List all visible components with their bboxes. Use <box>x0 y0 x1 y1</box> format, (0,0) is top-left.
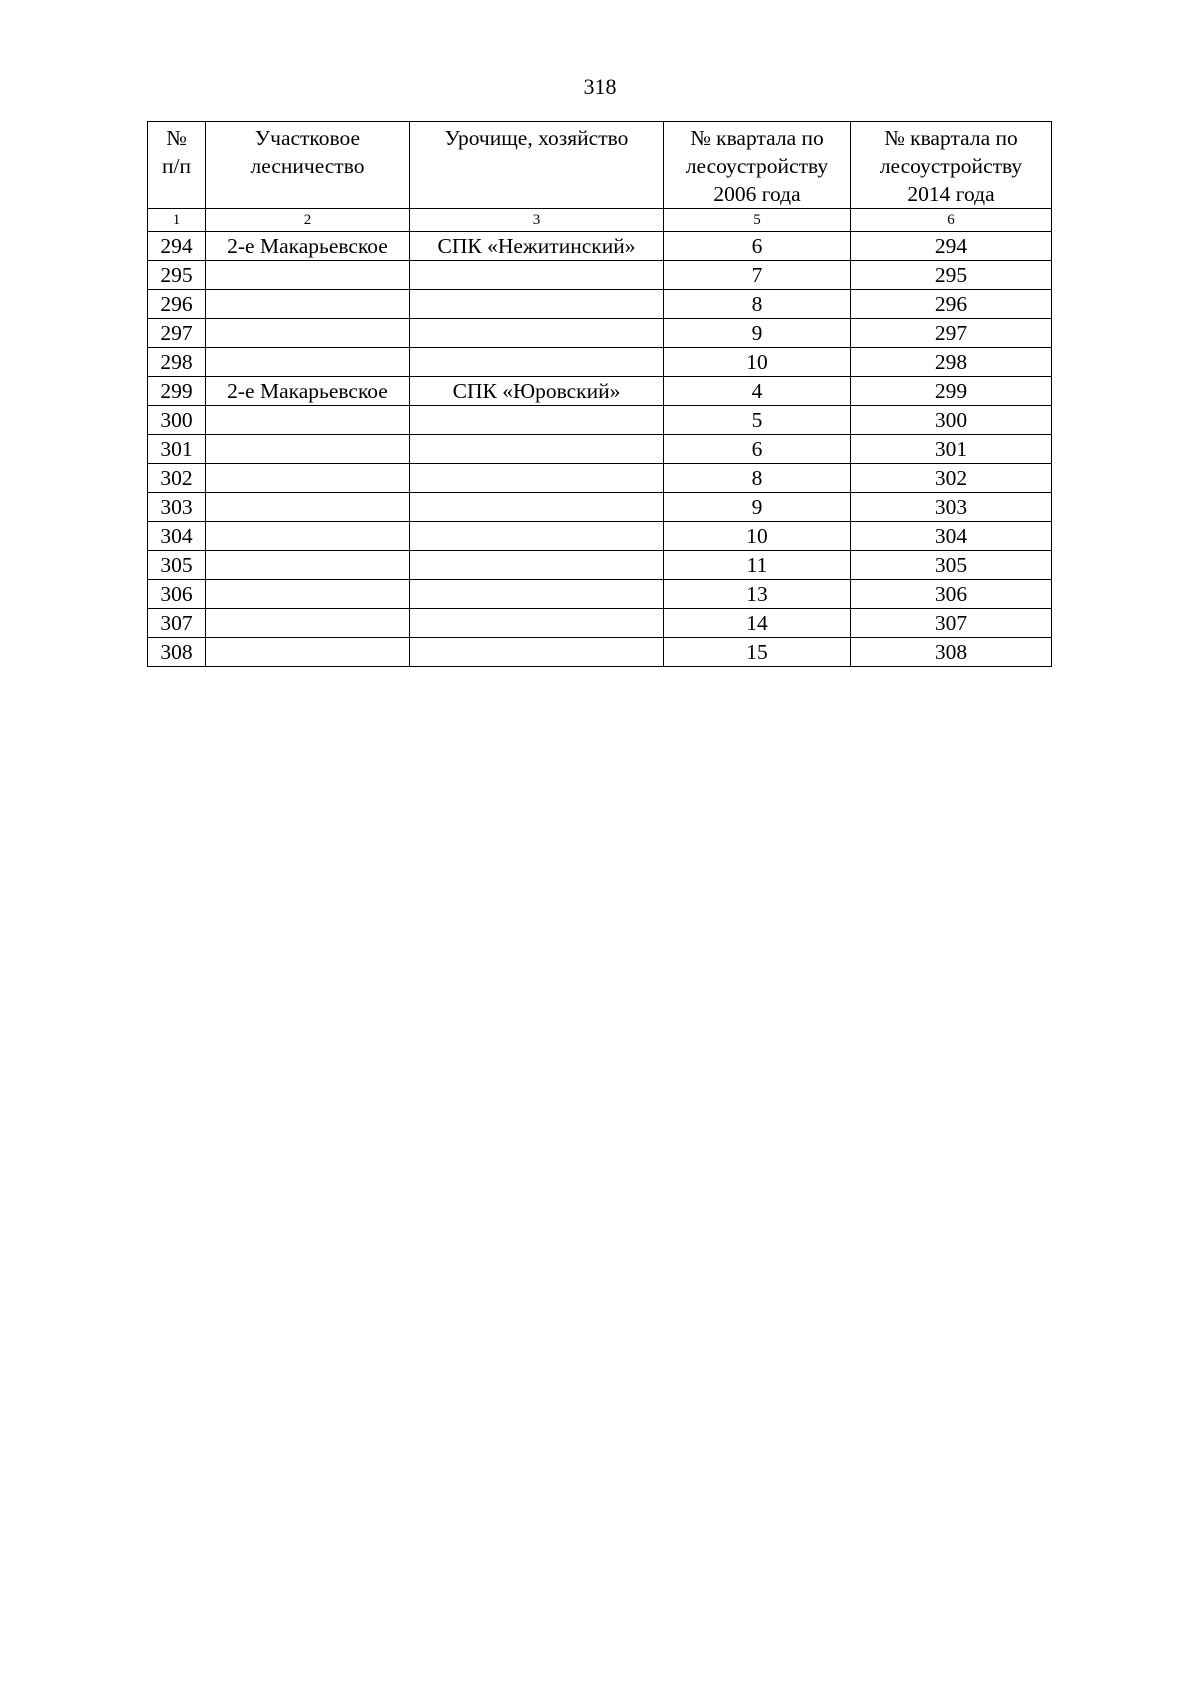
cell-quarter-2014: 305 <box>851 551 1052 580</box>
cell-number: 305 <box>148 551 206 580</box>
cell-number: 295 <box>148 261 206 290</box>
table-row <box>148 261 1052 290</box>
table-body <box>148 232 1052 667</box>
cell-quarter-2006: 6 <box>664 232 851 261</box>
cell-quarter-2006: 6 <box>664 435 851 464</box>
table-row <box>148 377 1052 406</box>
header-line: Урочище, хозяйство <box>444 126 629 150</box>
page-number: 318 <box>583 74 617 99</box>
column-number: 3 <box>410 209 664 232</box>
cell-forestry: 2-е Макарьевское <box>206 377 410 406</box>
table-row <box>148 609 1052 638</box>
cell-quarter-2006: 8 <box>664 290 851 319</box>
cell-number: 299 <box>148 377 206 406</box>
table-row <box>148 493 1052 522</box>
cell-quarter-2014: 308 <box>851 638 1052 667</box>
table-header-row <box>148 122 1052 209</box>
cell-number: 300 <box>148 406 206 435</box>
header-line: п/п <box>162 154 191 178</box>
column-number-row <box>148 209 1052 232</box>
cell-forestry <box>206 522 410 551</box>
header-quarter-2014 <box>851 122 1052 209</box>
header-line: лесоустройству <box>685 154 829 178</box>
cell-tract <box>410 319 664 348</box>
cell-forestry <box>206 319 410 348</box>
cell-tract <box>410 551 664 580</box>
cell-forestry <box>206 406 410 435</box>
cell-tract: СПК «Юровский» <box>410 377 664 406</box>
cell-quarter-2014: 298 <box>851 348 1052 377</box>
table-row <box>148 319 1052 348</box>
table-row <box>148 464 1052 493</box>
cell-quarter-2014: 302 <box>851 464 1052 493</box>
header-line: 2014 года <box>907 182 995 206</box>
cell-number: 294 <box>148 232 206 261</box>
header-line: № квартала по <box>690 126 824 150</box>
cell-tract <box>410 348 664 377</box>
cell-forestry <box>206 551 410 580</box>
cell-number: 298 <box>148 348 206 377</box>
table-row <box>148 435 1052 464</box>
cell-number: 304 <box>148 522 206 551</box>
cell-number: 306 <box>148 580 206 609</box>
cell-forestry <box>206 609 410 638</box>
cell-number: 308 <box>148 638 206 667</box>
cell-quarter-2006: 14 <box>664 609 851 638</box>
header-line: 2006 года <box>713 182 801 206</box>
cell-forestry <box>206 580 410 609</box>
cell-quarter-2006: 10 <box>664 348 851 377</box>
cell-quarter-2006: 7 <box>664 261 851 290</box>
table-row <box>148 290 1052 319</box>
quarters-table <box>147 121 1052 667</box>
cell-quarter-2006: 5 <box>664 406 851 435</box>
column-number: 2 <box>206 209 410 232</box>
table-row <box>148 551 1052 580</box>
table-row <box>148 638 1052 667</box>
header-line: № <box>166 126 187 150</box>
header-quarter-2006 <box>664 122 851 209</box>
cell-quarter-2014: 295 <box>851 261 1052 290</box>
cell-number: 303 <box>148 493 206 522</box>
cell-tract <box>410 580 664 609</box>
cell-number: 297 <box>148 319 206 348</box>
table-row <box>148 522 1052 551</box>
header-line: лесоустройству <box>879 154 1023 178</box>
cell-tract <box>410 406 664 435</box>
header-line: Участковое <box>254 126 361 150</box>
cell-quarter-2014: 297 <box>851 319 1052 348</box>
cell-quarter-2006: 4 <box>664 377 851 406</box>
cell-forestry <box>206 493 410 522</box>
cell-tract <box>410 522 664 551</box>
cell-forestry <box>206 435 410 464</box>
cell-forestry: 2-е Макарьевское <box>206 232 410 261</box>
column-number: 1 <box>148 209 206 232</box>
table-row <box>148 232 1052 261</box>
cell-quarter-2014: 294 <box>851 232 1052 261</box>
cell-quarter-2014: 304 <box>851 522 1052 551</box>
cell-tract <box>410 493 664 522</box>
cell-quarter-2006: 9 <box>664 493 851 522</box>
table-row <box>148 406 1052 435</box>
cell-quarter-2014: 301 <box>851 435 1052 464</box>
header-line: № квартала по <box>884 126 1018 150</box>
cell-quarter-2006: 8 <box>664 464 851 493</box>
cell-forestry <box>206 290 410 319</box>
table-row <box>148 580 1052 609</box>
cell-number: 302 <box>148 464 206 493</box>
cell-quarter-2014: 303 <box>851 493 1052 522</box>
header-number <box>148 122 206 209</box>
cell-tract <box>410 609 664 638</box>
cell-quarter-2006: 15 <box>664 638 851 667</box>
cell-quarter-2014: 306 <box>851 580 1052 609</box>
header-tract <box>410 122 664 209</box>
cell-quarter-2006: 13 <box>664 580 851 609</box>
cell-quarter-2014: 296 <box>851 290 1052 319</box>
cell-quarter-2006: 10 <box>664 522 851 551</box>
cell-forestry <box>206 464 410 493</box>
cell-quarter-2014: 307 <box>851 609 1052 638</box>
cell-forestry <box>206 638 410 667</box>
cell-quarter-2006: 11 <box>664 551 851 580</box>
cell-tract <box>410 290 664 319</box>
header-forestry <box>206 122 410 209</box>
cell-tract: СПК «Нежитинский» <box>410 232 664 261</box>
header-line: лесничество <box>250 154 365 178</box>
cell-tract <box>410 261 664 290</box>
cell-number: 296 <box>148 290 206 319</box>
cell-quarter-2006: 9 <box>664 319 851 348</box>
cell-forestry <box>206 348 410 377</box>
cell-tract <box>410 638 664 667</box>
cell-forestry <box>206 261 410 290</box>
column-number: 5 <box>664 209 851 232</box>
cell-quarter-2014: 300 <box>851 406 1052 435</box>
column-number: 6 <box>851 209 1052 232</box>
cell-number: 301 <box>148 435 206 464</box>
cell-tract <box>410 435 664 464</box>
table-row <box>148 348 1052 377</box>
cell-tract <box>410 464 664 493</box>
cell-quarter-2014: 299 <box>851 377 1052 406</box>
cell-number: 307 <box>148 609 206 638</box>
